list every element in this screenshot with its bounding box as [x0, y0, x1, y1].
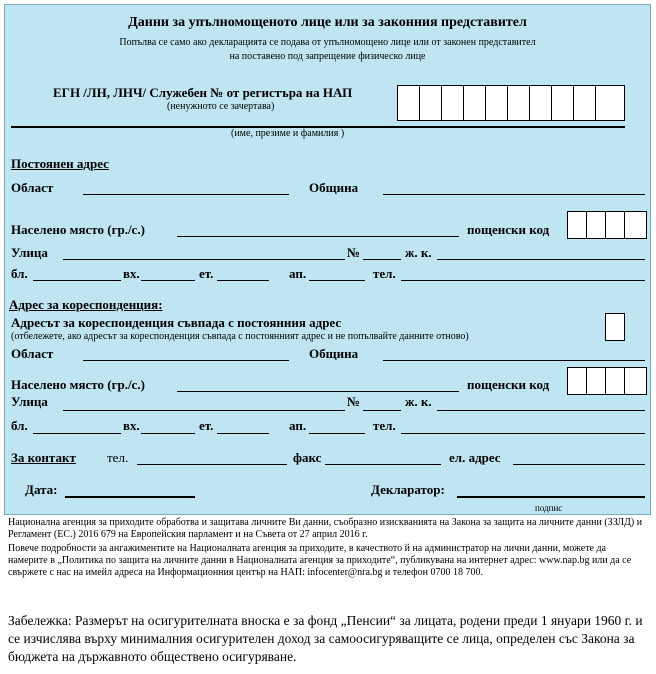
egn-input-boxes[interactable]	[397, 85, 625, 121]
corr-block-input-line[interactable]	[33, 433, 121, 434]
block-input-line[interactable]	[33, 280, 121, 281]
corr-block-label: бл.	[11, 418, 28, 433]
corr-number-input-line[interactable]	[363, 410, 401, 411]
floor-input-line[interactable]	[217, 280, 269, 281]
privacy-notice-1: Национална агенция за приходите обработва и защитава личните Ви данни, съобразно изискванията на Закона за защита на личните данни (ЗЗЛД) и Регламент (ЕС.) 2016 679 на Европейския парламент и на Съвета от 27 април 2016 г.	[8, 517, 643, 540]
corr-quarter-label: ж. к.	[405, 394, 432, 409]
apartment-label: ап.	[289, 266, 307, 281]
form-subtitle-2: на поставено под запрещение физическо лице	[229, 51, 426, 62]
egn-hint: (ненужното се зачертава)	[167, 101, 275, 112]
same-address-hint: (отбележете, ако адресът за кореспонденция съвпада с постоянният адрес и не попълвайте данните отново)	[11, 331, 469, 342]
quarter-label: ж. к.	[405, 245, 432, 260]
contact-phone-input-line[interactable]	[137, 464, 287, 465]
entrance-label: вх.	[123, 266, 140, 281]
corr-phone-input-line[interactable]	[401, 433, 645, 434]
contact-fax-label: факс	[293, 450, 322, 465]
street-input-line[interactable]	[63, 259, 345, 260]
region-input-line[interactable]	[83, 194, 289, 195]
name-hint: (име, презиме и фамилия )	[231, 128, 345, 139]
block-label: бл.	[11, 266, 28, 281]
corr-region-label: Област	[11, 346, 54, 361]
same-address-checkbox[interactable]	[605, 313, 625, 341]
floor-label: ет.	[199, 266, 214, 281]
contact-phone-label: тел.	[107, 450, 129, 465]
corr-street-label: Улица	[11, 394, 48, 409]
corr-quarter-input-line[interactable]	[437, 410, 645, 411]
settlement-label: Населено място (гр./с.)	[11, 222, 145, 237]
settlement-input-line[interactable]	[177, 236, 459, 237]
street-label: Улица	[11, 245, 48, 260]
phone-label: тел.	[373, 266, 396, 281]
quarter-input-line[interactable]	[437, 259, 645, 260]
contact-heading: За контакт	[11, 450, 76, 465]
signature-input-line[interactable]	[457, 496, 645, 498]
corr-street-input-line[interactable]	[63, 410, 345, 411]
contact-email-label: ел. адрес	[449, 450, 501, 465]
corr-phone-label: тел.	[373, 418, 396, 433]
form-subtitle-1: Попълва се само ако декларацията се подава от упълномощено лице или от законен представител	[119, 37, 536, 48]
corr-settlement-input-line[interactable]	[177, 391, 459, 392]
region-label: Област	[11, 180, 54, 195]
signature-hint: подпис	[535, 503, 563, 513]
form-title: Данни за упълномощеното лице или за законния представител	[128, 15, 527, 30]
privacy-notice-2: Повече подробности за ангажиментите на Националната агенция за приходите, в качеството й на администратор на лични данни, можете да намерите в „Политика по защита на личните данни в Националната агенция за приходите“, публикувана на интернет адрес: www.nap.bg или да се свържете с нас на имейл адреса на Информационния център на НАП: infocenter@nra.bg и телефон 0700 18 700.	[8, 543, 632, 578]
corr-entrance-label: вх.	[123, 418, 140, 433]
entrance-input-line[interactable]	[141, 280, 195, 281]
corr-floor-label: ет.	[199, 418, 214, 433]
municipality-input-line[interactable]	[383, 194, 645, 195]
number-input-line[interactable]	[363, 259, 401, 260]
apartment-input-line[interactable]	[309, 280, 365, 281]
number-label: №	[347, 245, 361, 260]
corr-municipality-input-line[interactable]	[383, 360, 645, 361]
corr-apartment-label: ап.	[289, 418, 307, 433]
correspondence-heading: Адрес за кореспонденция:	[9, 297, 163, 312]
corr-entrance-input-line[interactable]	[141, 433, 195, 434]
same-address-label: Адресът за кореспонденция съвпада с постоянния адрес	[11, 315, 342, 330]
contact-fax-input-line[interactable]	[325, 464, 441, 465]
phone-input-line[interactable]	[401, 280, 645, 281]
corr-region-input-line[interactable]	[83, 360, 289, 361]
municipality-label: Община	[309, 180, 359, 195]
authorized-person-form	[4, 4, 651, 515]
corr-municipality-label: Община	[309, 346, 359, 361]
corr-number-label: №	[347, 394, 361, 409]
corr-floor-input-line[interactable]	[217, 433, 269, 434]
corr-settlement-label: Населено място (гр./с.)	[11, 377, 145, 392]
permanent-address-heading: Постоянен адрес	[11, 156, 109, 171]
remark-text: Забележка: Размерът на осигурителната вноска е за фонд „Пенсии“ за лицата, родени преди 1 януари 1960 г. и се изчислява върху минималния осигурителен доход за самоосигуряващите се лица, определен със Закона за бюджета на държавното обществено осигуряване.	[8, 613, 643, 664]
postcode-input-boxes[interactable]	[567, 211, 647, 239]
corr-apartment-input-line[interactable]	[309, 433, 365, 434]
contact-email-input-line[interactable]	[513, 464, 645, 465]
date-label: Дата:	[25, 482, 58, 497]
corr-postcode-label: пощенски код	[467, 377, 550, 392]
declarant-label: Декларатор:	[371, 482, 445, 497]
corr-postcode-input-boxes[interactable]	[567, 367, 647, 395]
postcode-label: пощенски код	[467, 222, 550, 237]
date-input-line[interactable]	[65, 496, 195, 498]
egn-label: ЕГН /ЛН, ЛНЧ/ Служебен № от регистъра на НАП	[53, 85, 353, 100]
